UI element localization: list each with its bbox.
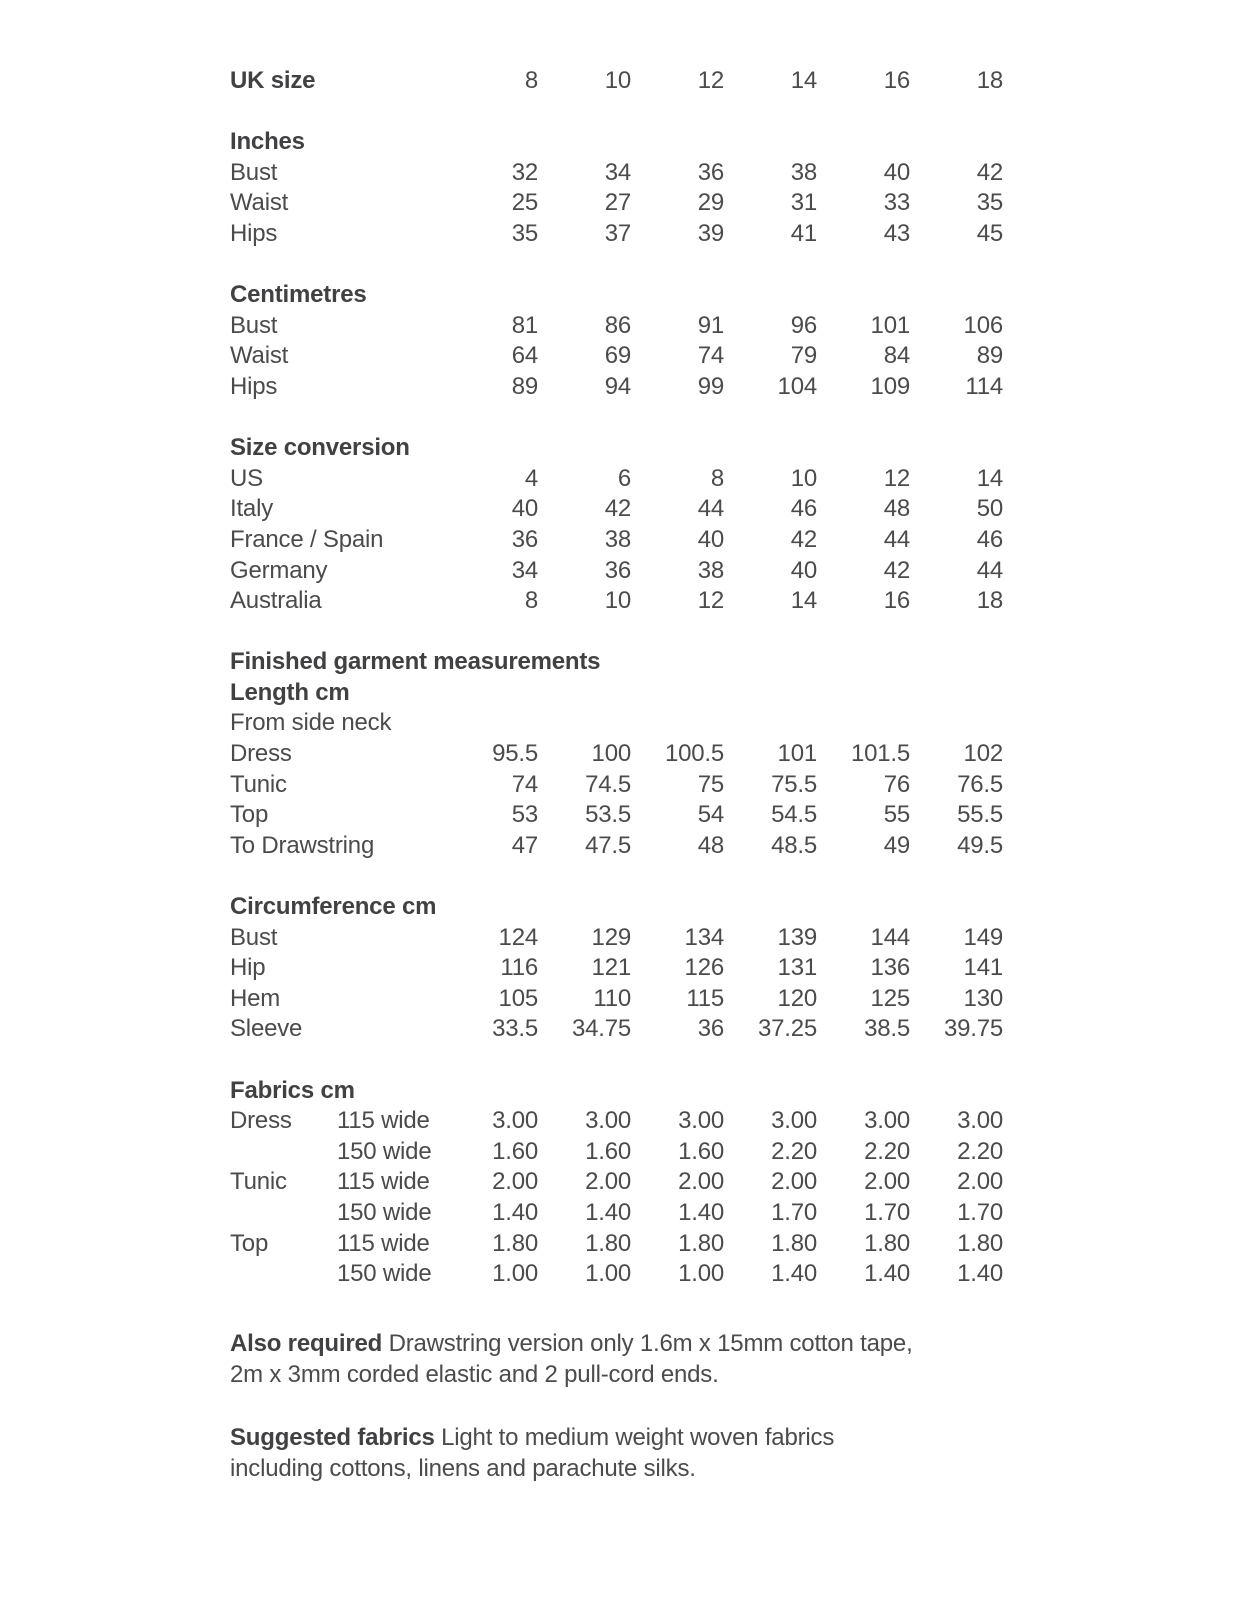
row-value: 81 (511, 311, 538, 339)
row-value: 1.60 (678, 1137, 724, 1165)
row-value: 74 (697, 342, 724, 370)
table-row (230, 464, 1050, 495)
row-value: 1.40 (771, 1260, 817, 1288)
row-value: 3.00 (864, 1107, 910, 1135)
row-value: 42 (976, 158, 1003, 186)
table-row (230, 1198, 1050, 1229)
table-row (230, 923, 1050, 954)
row-value: 100 (591, 740, 631, 768)
row-value: 39 (697, 219, 724, 247)
note-lead: Also required (230, 1329, 383, 1357)
row-value: 37 (604, 219, 631, 247)
row-value: 110 (593, 984, 631, 1012)
row-label: To Drawstring (230, 831, 375, 859)
row-value: 89 (511, 372, 538, 400)
section-heading: Circumference cm (230, 893, 437, 921)
fabric-width-label: 150 wide (337, 1260, 432, 1288)
table-row (230, 556, 1050, 587)
row-value: 69 (604, 342, 631, 370)
row-value: 126 (684, 954, 724, 982)
note-text: Light to medium weight woven fabrics (441, 1423, 835, 1451)
row-value: 8 (524, 587, 538, 615)
section-centimetres (230, 280, 1050, 402)
row-value: 25 (511, 189, 538, 217)
fabric-width-label: 115 wide (337, 1229, 430, 1257)
fabric-width-label: 150 wide (337, 1137, 432, 1165)
row-value: 38 (697, 556, 724, 584)
row-value: 76.5 (957, 770, 1003, 798)
section-finished-garment (230, 647, 1050, 861)
table-row (230, 1229, 1050, 1260)
row-value: 33.5 (492, 1015, 538, 1043)
table-row (230, 494, 1050, 525)
row-value: 95.5 (492, 740, 538, 768)
row-value: 55.5 (957, 801, 1003, 829)
garment-label (230, 1259, 337, 1290)
row-value: 6 (617, 464, 631, 492)
garment-label: Tunic (230, 1168, 287, 1196)
table-row (230, 739, 1050, 770)
row-value: 1.80 (864, 1229, 910, 1257)
table-row (230, 984, 1050, 1015)
row-value: 1.40 (585, 1198, 631, 1226)
row-value: 4 (524, 464, 538, 492)
row-value: 55 (883, 801, 910, 829)
row-value: 29 (697, 189, 724, 217)
row-value: 2.00 (585, 1168, 631, 1196)
row-value: 1.70 (864, 1198, 910, 1226)
row-value: 34 (604, 158, 631, 186)
row-value: 1.70 (957, 1198, 1003, 1226)
row-label: France / Spain (230, 525, 384, 553)
row-value: 10 (790, 464, 817, 492)
table-row (230, 188, 1050, 219)
row-value: 34.75 (571, 1015, 631, 1043)
row-label: US (230, 464, 263, 492)
row-label: Dress (230, 740, 292, 768)
row-value: 40 (883, 158, 910, 186)
row-value: 91 (697, 311, 724, 339)
row-value: 49.5 (957, 831, 1003, 859)
row-value: 27 (604, 189, 631, 217)
row-value: 34 (511, 556, 538, 584)
row-value: 48 (883, 495, 910, 523)
row-value: 94 (604, 372, 631, 400)
also-required-note (230, 1328, 1050, 1390)
section-fabrics (230, 1076, 1050, 1290)
row-value: 75.5 (771, 770, 817, 798)
row-value: 16 (883, 587, 910, 615)
row-value: 1.80 (492, 1229, 538, 1257)
row-value: 2.00 (864, 1168, 910, 1196)
table-row (230, 525, 1050, 556)
row-label: Waist (230, 189, 289, 217)
row-value: 104 (777, 372, 817, 400)
size-chart-page (230, 66, 1050, 1484)
row-label: Hem (230, 984, 281, 1012)
row-value: 1.60 (585, 1137, 631, 1165)
table-row (230, 953, 1050, 984)
row-value: 1.60 (492, 1137, 538, 1165)
row-value: 2.20 (864, 1137, 910, 1165)
row-value: 134 (684, 923, 724, 951)
table-row (230, 311, 1050, 342)
row-value: 36 (697, 158, 724, 186)
section-heading: Inches (230, 128, 305, 156)
row-value: 115 (686, 984, 724, 1012)
table-row (230, 1106, 1050, 1137)
row-value: 75 (697, 770, 724, 798)
row-value: 42 (790, 525, 817, 553)
row-value: 35 (511, 219, 538, 247)
row-value: 42 (883, 556, 910, 584)
row-value: 12 (883, 464, 910, 492)
section-circumference (230, 892, 1050, 1045)
suggested-fabrics-note (230, 1422, 1050, 1484)
table-row (230, 1014, 1050, 1045)
row-value: 3.00 (585, 1107, 631, 1135)
table-row (230, 770, 1050, 801)
row-value: 49 (883, 831, 910, 859)
section-inches (230, 127, 1050, 249)
row-value: 101 (777, 740, 817, 768)
row-label: Australia (230, 587, 322, 615)
row-value: 84 (883, 342, 910, 370)
row-value: 54.5 (771, 801, 817, 829)
row-label: Tunic (230, 770, 287, 798)
row-value: 79 (790, 342, 817, 370)
garment-label (230, 1198, 337, 1229)
row-value: 48.5 (771, 831, 817, 859)
row-value: 1.40 (492, 1198, 538, 1226)
row-value: 1.80 (678, 1229, 724, 1257)
row-label: Italy (230, 495, 274, 523)
section-heading: Size conversion (230, 434, 410, 462)
table-row (230, 586, 1050, 617)
row-value: 43 (883, 219, 910, 247)
row-value: 38.5 (864, 1015, 910, 1043)
row-value: 114 (965, 372, 1003, 400)
row-value: 1.00 (678, 1260, 724, 1288)
row-value: 96 (790, 311, 817, 339)
row-value: 2.20 (771, 1137, 817, 1165)
row-value: 47.5 (585, 831, 631, 859)
row-value: 1.00 (492, 1260, 538, 1288)
table-row (230, 1137, 1050, 1168)
row-value: 99 (697, 372, 724, 400)
row-value: 149 (963, 923, 1003, 951)
row-value: 121 (591, 954, 631, 982)
row-value: 54 (697, 801, 724, 829)
section-note: From side neck (230, 709, 392, 737)
uk-size-row (230, 66, 1050, 97)
row-value: 38 (604, 525, 631, 553)
row-value: 42 (604, 495, 631, 523)
row-value: 144 (870, 923, 910, 951)
row-value: 3.00 (492, 1107, 538, 1135)
garment-label: Top (230, 1229, 269, 1257)
row-value: 1.00 (585, 1260, 631, 1288)
table-row (230, 800, 1050, 831)
row-value: 12 (697, 587, 724, 615)
row-label: Bust (230, 311, 278, 339)
row-value: 53.5 (585, 801, 631, 829)
row-value: 36 (604, 556, 631, 584)
row-value: 32 (511, 158, 538, 186)
fabric-width-label: 115 wide (337, 1168, 430, 1196)
table-row (230, 1167, 1050, 1198)
note-text: including cottons, linens and parachute silks. (230, 1454, 696, 1482)
row-value: 1.80 (957, 1229, 1003, 1257)
row-value: 14 (976, 464, 1003, 492)
garment-label: Dress (230, 1107, 292, 1135)
row-label: Waist (230, 342, 289, 370)
fabric-width-label: 150 wide (337, 1198, 432, 1226)
row-value: 14 (790, 587, 817, 615)
section-heading: Fabrics cm (230, 1076, 355, 1104)
row-value: 47 (511, 831, 538, 859)
row-value: 44 (697, 495, 724, 523)
row-value: 102 (963, 740, 1003, 768)
row-label: Hip (230, 954, 266, 982)
row-value: 1.40 (957, 1260, 1003, 1288)
row-value: 44 (883, 525, 910, 553)
row-value: 53 (511, 801, 538, 829)
fabric-width-label: 115 wide (337, 1107, 430, 1135)
section-size-conversion (230, 433, 1050, 617)
row-value: 2.00 (678, 1168, 724, 1196)
row-value: 100.5 (664, 740, 724, 768)
table-row (230, 219, 1050, 250)
row-value: 33 (883, 189, 910, 217)
row-value: 76 (883, 770, 910, 798)
section-heading: Centimetres (230, 281, 367, 309)
row-value: 1.80 (585, 1229, 631, 1257)
row-value: 48 (697, 831, 724, 859)
uk-size-value: 8 (524, 67, 538, 94)
row-value: 1.40 (678, 1198, 724, 1226)
section-subheading: Length cm (230, 678, 350, 706)
row-label: Germany (230, 556, 328, 584)
row-value: 39.75 (943, 1015, 1003, 1043)
uk-size-value: 14 (790, 67, 817, 94)
row-label: Hips (230, 219, 278, 247)
row-value: 64 (511, 342, 538, 370)
row-value: 40 (511, 495, 538, 523)
row-label: Hips (230, 372, 278, 400)
row-value: 45 (976, 219, 1003, 247)
row-value: 10 (604, 587, 631, 615)
row-value: 106 (963, 311, 1003, 339)
row-value: 37.25 (757, 1015, 817, 1043)
row-value: 40 (790, 556, 817, 584)
row-value: 3.00 (678, 1107, 724, 1135)
row-value: 1.70 (771, 1198, 817, 1226)
table-row (230, 831, 1050, 862)
row-value: 89 (976, 342, 1003, 370)
row-label: Top (230, 801, 269, 829)
table-row (230, 1259, 1050, 1290)
row-value: 130 (963, 984, 1003, 1012)
row-label: Sleeve (230, 1015, 303, 1043)
row-value: 101 (870, 311, 910, 339)
row-value: 1.40 (864, 1260, 910, 1288)
uk-size-value: 10 (604, 67, 631, 94)
row-value: 41 (790, 219, 817, 247)
row-value: 86 (604, 311, 631, 339)
row-value: 35 (976, 189, 1003, 217)
row-value: 46 (790, 495, 817, 523)
table-row (230, 158, 1050, 189)
garment-label (230, 1137, 337, 1168)
row-value: 46 (976, 525, 1003, 553)
row-value: 120 (777, 984, 817, 1012)
row-value: 36 (697, 1015, 724, 1043)
uk-size-value: 18 (976, 67, 1003, 94)
row-value: 105 (498, 984, 538, 1012)
row-value: 2.00 (771, 1168, 817, 1196)
row-value: 131 (777, 954, 817, 982)
uk-size-label: UK size (230, 67, 316, 94)
row-value: 74 (511, 770, 538, 798)
uk-size-value: 16 (883, 67, 910, 94)
row-value: 116 (500, 954, 538, 982)
section-heading: Finished garment measurements (230, 648, 601, 676)
row-value: 3.00 (771, 1107, 817, 1135)
row-value: 124 (498, 923, 538, 951)
row-value: 1.80 (771, 1229, 817, 1257)
row-value: 139 (777, 923, 817, 951)
row-value: 2.20 (957, 1137, 1003, 1165)
row-value: 3.00 (957, 1107, 1003, 1135)
row-value: 44 (976, 556, 1003, 584)
note-lead: Suggested fabrics (230, 1423, 435, 1451)
row-value: 18 (976, 587, 1003, 615)
row-value: 2.00 (957, 1168, 1003, 1196)
row-value: 50 (976, 495, 1003, 523)
row-label: Bust (230, 158, 278, 186)
row-label: Bust (230, 923, 278, 951)
row-value: 2.00 (492, 1168, 538, 1196)
row-value: 8 (710, 464, 724, 492)
uk-size-value: 12 (697, 67, 724, 94)
row-value: 125 (870, 984, 910, 1012)
row-value: 101.5 (850, 740, 910, 768)
row-value: 141 (963, 954, 1003, 982)
note-text: 2m x 3mm corded elastic and 2 pull-cord ends. (230, 1360, 719, 1388)
row-value: 40 (697, 525, 724, 553)
table-row (230, 372, 1050, 403)
row-value: 136 (870, 954, 910, 982)
row-value: 31 (790, 189, 817, 217)
note-text: Drawstring version only 1.6m x 15mm cotton tape, (388, 1329, 913, 1357)
row-value: 38 (790, 158, 817, 186)
row-value: 74.5 (585, 770, 631, 798)
row-value: 109 (870, 372, 910, 400)
row-value: 36 (511, 525, 538, 553)
row-value: 129 (591, 923, 631, 951)
table-row (230, 341, 1050, 372)
